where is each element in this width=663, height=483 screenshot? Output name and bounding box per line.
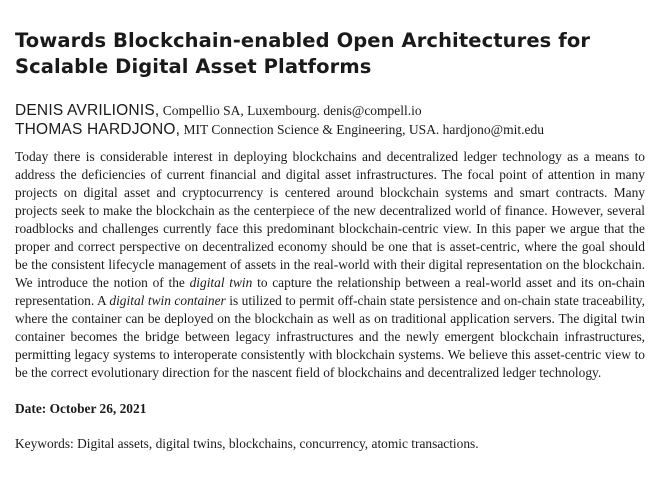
- abstract-text: is utilized to permit off-chain state persistence and on-chain state traceability, where the container can be deployed on the blockchain as well as on traditional application servers. The digital twin container becomes the bridge between legacy infrastructures and the newly emergent blockchain infrastructures, permitting legacy systems to interoperate consistently with blockchain systems. We believe this asset-centric view to be the correct evolutionary direction for the nascent field of blockchains and decentralized ledger technology.: [15, 293, 645, 380]
- author-affiliation: MIT Connection Science & Engineering, USA. hardjono@mit.edu: [180, 122, 544, 137]
- author-name: DENIS AVRILIONIS,: [15, 102, 160, 119]
- keywords: Keywords: Digital assets, digital twins, blockchains, concurrency, atomic transactions.: [15, 436, 479, 451]
- author-entry: [15, 101, 645, 120]
- paper-page: [15, 28, 645, 452]
- paper-title: [15, 28, 645, 80]
- author-name: THOMAS HARDJONO,: [15, 121, 181, 138]
- abstract: [15, 148, 645, 382]
- abstract-text: Today there is considerable interest in deploying blockchains and decentralized ledger technology as a means to address the deficiencies of current financial and digital asset infrastructures. The focal point of attention in many projects on digital asset and cryptocurrency is centered around blockchain systems and smart contracts. Many projects seek to make the blockchain as the centerpiece of the new decentralized world of finance. However, several roadblocks and challenges currently face this predominant blockchain-centric view. In this paper we argue that the proper and correct perspective on decentralized economy should be one that is asset-centric, where the goal should be the consistent lifecycle management of assets in the real-world with their digital representation on the blockchain. We introduce the notion of the: [15, 149, 645, 290]
- author-affiliation: Compellio SA, Luxembourg. denis@compell.io: [159, 103, 422, 118]
- title-line-1: Towards Blockchain-enabled Open Architectures for: [15, 29, 591, 52]
- author-entry: [15, 120, 645, 139]
- abstract-emphasis: digital twin container: [109, 293, 226, 308]
- abstract-emphasis: digital twin: [189, 275, 253, 290]
- publication-date: Date: October 26, 2021: [15, 401, 147, 416]
- title-line-2: Scalable Digital Asset Platforms: [15, 55, 372, 78]
- author-list: [15, 101, 645, 139]
- abstract-text: to capture the relationship between a real-world asset and its on-chain representation. A: [15, 275, 646, 308]
